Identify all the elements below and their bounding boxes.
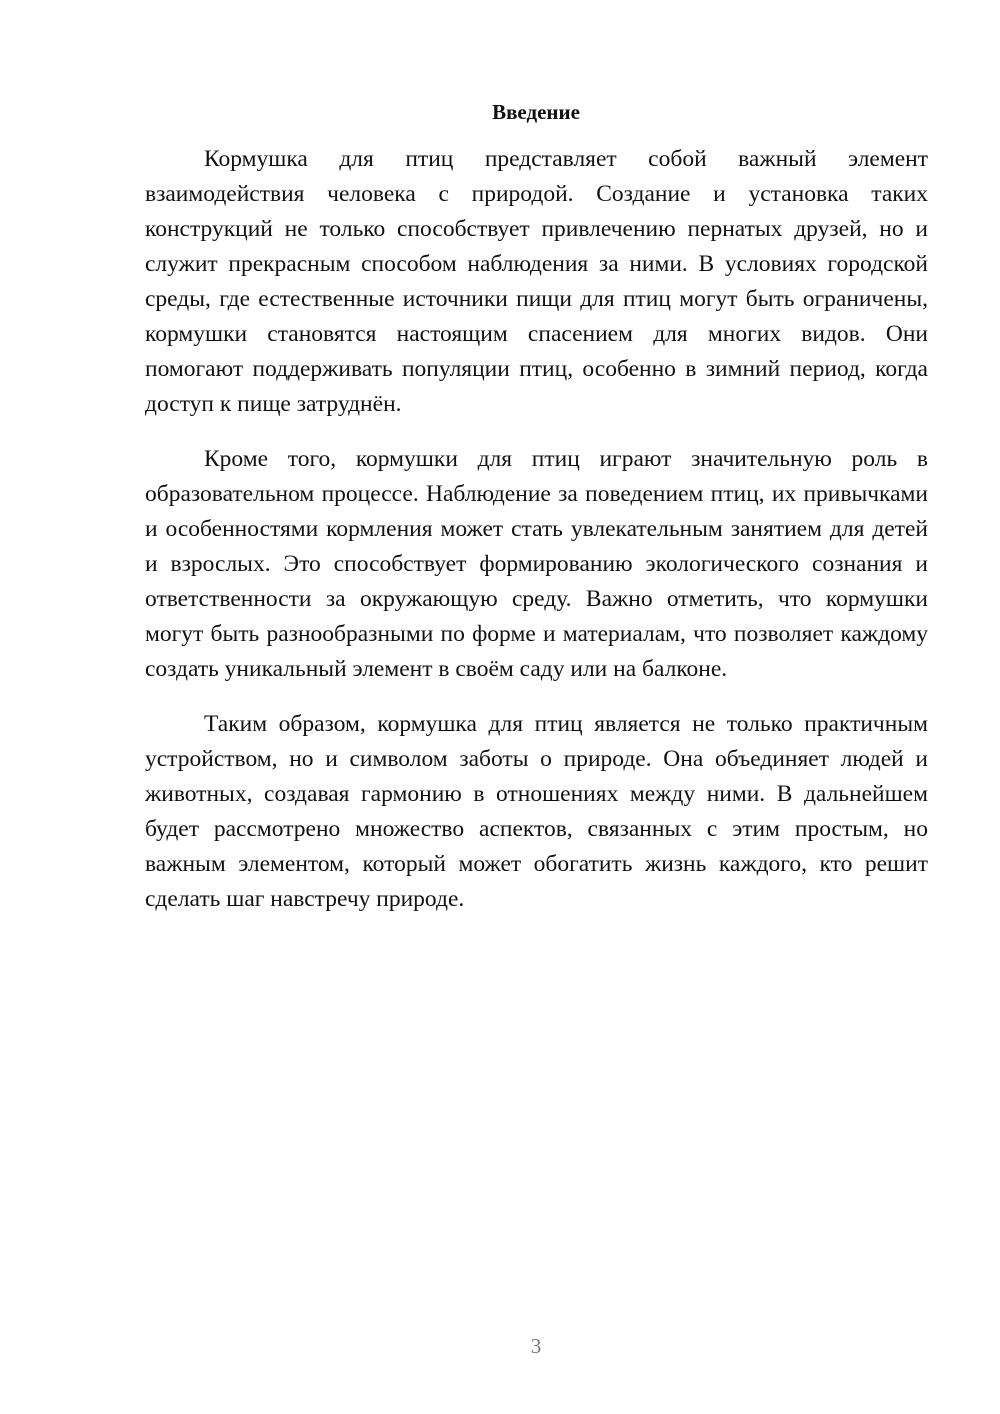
- section-title: Введение: [492, 100, 580, 124]
- page-number: 3: [530, 1334, 542, 1358]
- paragraph-1: Кормушка для птиц представляет собой важный элемент взаимодействия человека с природой. Создание и установка таких конструкций не только способствует привлечению пернатых друзей, но и служит прекрасным способом наблюдения за ними. В условиях городской среды, где естественные источники пищи для птиц могут быть ограничены, кормушки становятся настоящим спасением для многих видов. Они помогают поддерживать популяции птиц, особенно в зимний период, когда доступ к пище затруднён.: [145, 146, 928, 417]
- paragraph-3: Таким образом, кормушка для птиц является не только практичным устройством, но и символом заботы о природе. Она объединяет людей и животных, создавая гармонию в отношениях между ними. В дальнейшем будет рассмотрено множество аспектов, связанных с этим простым, но важным элементом, который может обогатить жизнь каждого, кто решит сделать шаг навстречу природе.: [145, 711, 928, 912]
- body-text: [145, 142, 928, 937]
- paragraph-2: Кроме того, кормушки для птиц играют значительную роль в образовательном процессе. Наблюдение за поведением птиц, их привычками и особенностями кормления может стать увлекательным занятием для детей и взрослых. Это способствует формированию экологического сознания и ответственности за окружающую среду. Важно отметить, что кормушки могут быть разнообразными по форме и материалам, что позволяет каждому создать уникальный элемент в своём саду или на балконе.: [145, 446, 928, 682]
